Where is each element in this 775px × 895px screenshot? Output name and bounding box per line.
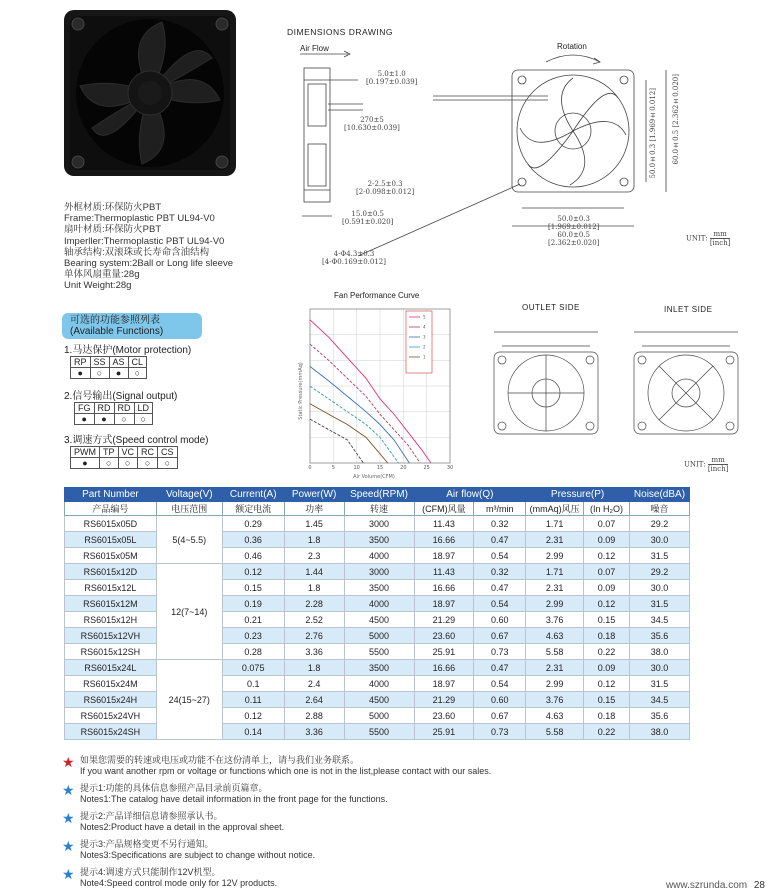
dim-inch: [2.362±0.020] — [548, 239, 600, 247]
table-cell: 0.12 — [222, 708, 284, 724]
x-axis-label: Air Volume(CFM) — [353, 474, 395, 480]
table-cell: 4500 — [344, 612, 414, 628]
table-cell: 2.99 — [526, 548, 584, 564]
y-axis-label: Static Pressure(mmAq) — [298, 362, 304, 420]
part-number-cell: RS6015x12M — [65, 596, 157, 612]
table-cell: 0.29 — [222, 516, 284, 532]
part-number-cell: RS6015x12L — [65, 580, 157, 596]
code-cell: RP — [71, 357, 91, 368]
table-cell: 0.12 — [584, 596, 630, 612]
table-cell: 0.07 — [584, 516, 630, 532]
footer-url: www.szrunda.com — [665, 880, 748, 891]
dim-value: 2-2.5±0.3 — [367, 180, 403, 188]
mark-cell: ○ — [118, 458, 138, 469]
table-cell: 30.0 — [629, 660, 689, 676]
note-cn: 提示2:产品详细信息请参照承认书。 — [80, 811, 223, 821]
table-cell: 0.46 — [222, 548, 284, 564]
mark-cell: ○ — [100, 458, 119, 469]
table-cell: 0.15 — [222, 580, 284, 596]
table-cell: 0.60 — [474, 612, 526, 628]
mark-cell: ● — [71, 458, 100, 469]
spec-line: 扇叶材质:环保防火PBT — [64, 224, 162, 236]
subheader-cell: 额定电流 — [222, 502, 284, 516]
table-cell: 0.12 — [584, 548, 630, 564]
note-text — [80, 755, 491, 776]
star-icon: ★ — [62, 810, 75, 826]
table-cell: 5000 — [344, 628, 414, 644]
outlet-side-drawing — [486, 318, 606, 448]
fan-curve-chart — [296, 301, 460, 481]
table-cell: 0.47 — [474, 580, 526, 596]
spec-list — [64, 202, 233, 292]
unit-text: UNIT: — [684, 460, 706, 469]
dim-hole-spacing — [548, 215, 599, 247]
spec-line: Unit Weight:28g — [64, 280, 132, 292]
code-cell: AS — [109, 357, 128, 368]
legend-label: 1 — [423, 354, 426, 360]
spec-line: 轴承结构:双滚珠或长寿命含油结构 — [64, 246, 210, 258]
spec-table — [64, 487, 690, 740]
unit-inch: [inch] — [709, 239, 731, 247]
table-cell: 4000 — [344, 596, 414, 612]
table-cell: 0.21 — [222, 612, 284, 628]
table-cell: 0.47 — [474, 532, 526, 548]
table-cell: 0.12 — [222, 564, 284, 580]
part-number-cell: RS6015x05D — [65, 516, 157, 532]
table-cell: 3500 — [344, 580, 414, 596]
subheader-cell: 功率 — [284, 502, 344, 516]
header-cell: Air flow(Q) — [414, 488, 526, 502]
code-cell: SS — [90, 357, 109, 368]
part-number-cell: RS6015x24M — [65, 676, 157, 692]
table-cell: 2.31 — [526, 580, 584, 596]
table-row — [65, 564, 690, 580]
note-text — [80, 839, 315, 860]
rotation-label: Rotation — [557, 42, 587, 51]
mark-cell: ● — [109, 368, 128, 379]
mark-cell: ○ — [138, 458, 158, 469]
note-item — [62, 867, 682, 888]
header-cell: Power(W) — [284, 488, 344, 502]
unit-text: UNIT: — [686, 234, 708, 243]
star-icon: ★ — [62, 782, 75, 798]
table-cell: 0.18 — [584, 628, 630, 644]
table-cell: 0.075 — [222, 660, 284, 676]
table-cell: 0.15 — [584, 692, 630, 708]
table-cell: 0.12 — [584, 676, 630, 692]
table-cell: 5500 — [344, 724, 414, 740]
part-number-cell: RS6015x12VH — [65, 628, 157, 644]
table-cell: 0.32 — [474, 516, 526, 532]
unit-mm: mm — [710, 230, 731, 239]
table-cell: 3000 — [344, 564, 414, 580]
table-cell: 3.76 — [526, 692, 584, 708]
table-cell: 16.66 — [414, 532, 474, 548]
table-cell: 1.44 — [284, 564, 344, 580]
table-cell: 5500 — [344, 644, 414, 660]
note-text — [80, 811, 284, 832]
dim-inch: [2.362±0.020] — [672, 74, 680, 128]
table-subheader-row — [65, 502, 690, 516]
table-cell: 0.22 — [584, 644, 630, 660]
star-icon: ★ — [62, 754, 75, 770]
table-cell: 34.5 — [629, 612, 689, 628]
table-cell: 4000 — [344, 548, 414, 564]
note-en: Notes1:The catalog have detail information in the front page for the functions. — [80, 793, 388, 804]
part-number-cell: RS6015x12D — [65, 564, 157, 580]
table-cell: 5.58 — [526, 724, 584, 740]
legend-label: 3 — [423, 334, 426, 340]
table-cell: 11.43 — [414, 516, 474, 532]
dim-value: 4-Φ4.3±0.3 — [333, 250, 375, 258]
voltage-cell: 12(7~14) — [156, 564, 222, 660]
table-cell: 18.97 — [414, 596, 474, 612]
table-cell: 0.54 — [474, 548, 526, 564]
subheader-cell: (mmAq)风压 — [526, 502, 584, 516]
motor-protection-label: 1.马达保护(Motor protection) — [64, 345, 192, 356]
code-cell: RD — [94, 403, 114, 414]
dim-holes — [356, 180, 414, 196]
table-cell: 3000 — [344, 516, 414, 532]
series-line — [310, 344, 420, 463]
x-tick-label: 15 — [376, 465, 384, 471]
header-cell: Pressure(P) — [526, 488, 630, 502]
motor-protection-codes — [70, 356, 147, 379]
part-number-cell: RS6015x05L — [65, 532, 157, 548]
dimension-drawing — [288, 40, 698, 280]
inlet-side-title: INLET SIDE — [664, 305, 713, 314]
signal-output-label: 2.信号输出(Signal output) — [64, 391, 178, 402]
outlet-side-title: OUTLET SIDE — [522, 303, 580, 312]
mark-cell: ○ — [128, 368, 147, 379]
code-cell: PWM — [71, 447, 100, 458]
mark-cell: ● — [75, 414, 95, 425]
part-number-cell: RS6015x12SH — [65, 644, 157, 660]
header-cell: Part Number — [65, 488, 157, 502]
table-cell: 2.52 — [284, 612, 344, 628]
table-cell: 2.76 — [284, 628, 344, 644]
dim-cable — [344, 116, 400, 132]
part-number-cell: RS6015x05M — [65, 548, 157, 564]
table-cell: 5000 — [344, 708, 414, 724]
table-row — [65, 660, 690, 676]
part-number-cell: RS6015x24VH — [65, 708, 157, 724]
code-cell: RC — [138, 447, 158, 458]
table-cell: 23.60 — [414, 708, 474, 724]
table-cell: 2.99 — [526, 676, 584, 692]
subheader-cell: (CFM)风量 — [414, 502, 474, 516]
table-cell: 25.91 — [414, 644, 474, 660]
table-cell: 2.31 — [526, 660, 584, 676]
table-cell: 1.71 — [526, 564, 584, 580]
table-cell: 38.0 — [629, 644, 689, 660]
table-cell: 5.58 — [526, 644, 584, 660]
mark-cell: ○ — [114, 414, 134, 425]
note-cn: 提示3:产品规格变更不另行通知。 — [80, 839, 214, 849]
note-en: Notes2:Product have a detail in the approval sheet. — [80, 821, 285, 832]
spec-line: 外框材质:环保防火PBT — [64, 202, 162, 213]
x-tick-label: 0 — [308, 465, 312, 471]
table-cell: 0.36 — [222, 532, 284, 548]
table-cell: 31.5 — [629, 548, 689, 564]
note-item — [62, 839, 682, 860]
table-header-row — [65, 488, 690, 502]
table-cell: 3.36 — [284, 724, 344, 740]
table-cell: 3500 — [344, 660, 414, 676]
legend-label: 2 — [423, 344, 426, 350]
table-cell: 1.71 — [526, 516, 584, 532]
x-tick-label: 30 — [446, 465, 454, 471]
legend-label: 4 — [423, 324, 426, 330]
dim-value: 5.0±1.0 — [377, 70, 406, 78]
table-cell: 0.11 — [222, 692, 284, 708]
functions-title-cn: 可选的功能参照列表 — [70, 315, 160, 326]
table-cell: 1.8 — [284, 580, 344, 596]
mark-cell: ● — [71, 368, 91, 379]
table-cell: 0.28 — [222, 644, 284, 660]
dim-inch: [1.969±0.012] — [548, 223, 600, 231]
table-cell: 0.54 — [474, 676, 526, 692]
table-cell: 30.0 — [629, 532, 689, 548]
table-cell: 2.64 — [284, 692, 344, 708]
voltage-cell: 24(15~27) — [156, 660, 222, 740]
series-line — [310, 419, 363, 463]
table-cell: 2.99 — [526, 596, 584, 612]
table-cell: 35.6 — [629, 628, 689, 644]
code-cell: TP — [100, 447, 119, 458]
table-cell: 16.66 — [414, 580, 474, 596]
dim-value: 60.0±0.5 — [672, 129, 680, 165]
table-cell: 11.43 — [414, 564, 474, 580]
subheader-cell: 噪音 — [629, 502, 689, 516]
table-cell: 0.23 — [222, 628, 284, 644]
part-number-cell: RS6015x24SH — [65, 724, 157, 740]
note-en: If you want another rpm or voltage or functions which one is not in the list,please contact with our sales. — [80, 765, 492, 776]
table-cell: 23.60 — [414, 628, 474, 644]
table-cell: 29.2 — [629, 564, 689, 580]
dim-value: 50.0±0.3 — [649, 143, 657, 179]
code-cell: VC — [118, 447, 138, 458]
table-cell: 35.6 — [629, 708, 689, 724]
x-tick-label: 25 — [423, 465, 430, 471]
part-number-cell: RS6015x24L — [65, 660, 157, 676]
table-cell: 2.3 — [284, 548, 344, 564]
x-tick-label: 20 — [400, 465, 407, 471]
subheader-cell: m³/min — [474, 502, 526, 516]
table-row — [65, 516, 690, 532]
table-cell: 2.88 — [284, 708, 344, 724]
dim-vertical-spacing — [649, 88, 657, 179]
table-cell: 18.97 — [414, 676, 474, 692]
table-cell: 0.47 — [474, 660, 526, 676]
footer — [666, 880, 765, 891]
table-cell: 0.1 — [222, 676, 284, 692]
table-cell: 4500 — [344, 692, 414, 708]
dim-mount-holes — [322, 250, 386, 266]
table-cell: 0.14 — [222, 724, 284, 740]
spec-line: Bearing system:2Ball or Long life sleeve — [64, 258, 233, 270]
note-item — [62, 811, 682, 832]
table-cell: 0.73 — [474, 644, 526, 660]
subheader-cell: 转速 — [344, 502, 414, 516]
table-cell: 21.29 — [414, 692, 474, 708]
note-item — [62, 783, 682, 804]
notes-section — [62, 755, 682, 888]
drawing-title: DIMENSIONS DRAWING — [287, 27, 393, 37]
dim-wire-length — [366, 70, 417, 86]
dim-inch: [0.591±0.020] — [342, 218, 394, 226]
table-cell: 0.67 — [474, 708, 526, 724]
table-cell: 3.36 — [284, 644, 344, 660]
subheader-cell: (In H₂O) — [584, 502, 630, 516]
table-cell: 0.32 — [474, 564, 526, 580]
star-icon: ★ — [62, 866, 75, 882]
note-en: Note4:Speed control mode only for 12V products. — [80, 877, 278, 888]
dim-inch: [4-Φ0.169±0.012] — [322, 258, 386, 266]
unit-inch: [inch] — [707, 465, 729, 473]
table-cell: 16.66 — [414, 660, 474, 676]
note-cn: 如果您需要的转速或电压或功能不在这份清单上，请与我们业务联系。 — [80, 755, 360, 765]
dim-inch: [10.630±0.039] — [344, 124, 400, 132]
header-cell: Current(A) — [222, 488, 284, 502]
legend-label: 5 — [423, 314, 426, 320]
table-cell: 30.0 — [629, 580, 689, 596]
x-tick-label: 10 — [353, 465, 360, 471]
table-cell: 1.8 — [284, 660, 344, 676]
table-cell: 21.29 — [414, 612, 474, 628]
functions-title-en: (Available Functions) — [70, 326, 164, 337]
table-cell: 2.31 — [526, 532, 584, 548]
unit-mm: mm — [708, 456, 729, 465]
table-cell: 0.67 — [474, 628, 526, 644]
signal-output-codes — [74, 402, 153, 425]
voltage-cell: 5(4~5.5) — [156, 516, 222, 564]
table-cell: 4.63 — [526, 628, 584, 644]
table-cell: 0.18 — [584, 708, 630, 724]
speed-control-codes — [70, 446, 178, 469]
header-cell: Voltage(V) — [156, 488, 222, 502]
note-text — [80, 783, 388, 804]
table-cell: 34.5 — [629, 692, 689, 708]
table-cell: 0.09 — [584, 580, 630, 596]
code-cell: RD — [114, 403, 134, 414]
code-cell: CS — [158, 447, 178, 458]
table-cell: 0.15 — [584, 612, 630, 628]
table-cell: 0.73 — [474, 724, 526, 740]
table-cell: 0.19 — [222, 596, 284, 612]
spec-line: Frame:Thermoplastic PBT UL94-V0 — [64, 213, 215, 225]
table-cell: 3.76 — [526, 612, 584, 628]
subheader-cell: 产品编号 — [65, 502, 157, 516]
table-cell: 1.45 — [284, 516, 344, 532]
note-en: Notes3:Specifications are subject to change without notice. — [80, 849, 316, 860]
table-cell: 4000 — [344, 676, 414, 692]
code-cell: LD — [134, 403, 153, 414]
mark-cell: ○ — [90, 368, 109, 379]
dim-inch: [2-0.098±0.012] — [356, 188, 415, 196]
dim-value: 270±5 — [360, 116, 384, 124]
dim-vertical-size — [672, 74, 680, 165]
table-cell: 1.8 — [284, 532, 344, 548]
speed-control-label: 3.调速方式(Speed control mode) — [64, 435, 209, 446]
table-cell: 29.2 — [629, 516, 689, 532]
air-flow-label: Air Flow — [300, 44, 329, 53]
dim-thickness — [342, 210, 393, 226]
table-cell: 0.09 — [584, 532, 630, 548]
dim-value: 60.0±0.5 — [557, 231, 590, 239]
series-line — [310, 386, 399, 463]
x-tick-label: 5 — [331, 465, 335, 471]
note-item — [62, 755, 682, 776]
spec-line: 单体风扇重量:28g — [64, 269, 140, 281]
dim-inch: [1.969±0.012] — [649, 88, 657, 142]
mark-cell: ○ — [158, 458, 178, 469]
table-cell: 38.0 — [629, 724, 689, 740]
table-cell: 18.97 — [414, 548, 474, 564]
spec-line: Imperller:Thermoplastic PBT UL94-V0 — [64, 235, 225, 247]
header-cell: Noise(dBA) — [629, 488, 689, 502]
table-cell: 3500 — [344, 532, 414, 548]
fan-photo — [62, 8, 240, 180]
table-cell: 0.54 — [474, 596, 526, 612]
table-cell: 25.91 — [414, 724, 474, 740]
footer-page: 28 — [753, 880, 765, 891]
table-cell: 31.5 — [629, 596, 689, 612]
curve-title: Fan Performance Curve — [334, 291, 420, 300]
unit-label-bottom — [684, 456, 728, 473]
note-cn: 提示1:功能的具体信息参照产品目录前页篇章。 — [80, 783, 268, 793]
mark-cell: ● — [94, 414, 114, 425]
dim-value: 15.0±0.5 — [351, 210, 384, 218]
legend-box — [406, 311, 432, 373]
dim-inch: [0.197±0.039] — [366, 78, 418, 86]
table-cell: 0.60 — [474, 692, 526, 708]
part-number-cell: RS6015x12H — [65, 612, 157, 628]
subheader-cell: 电压范围 — [156, 502, 222, 516]
header-cell: Speed(RPM) — [344, 488, 414, 502]
note-cn: 提示4:调速方式只能制作12V机型。 — [80, 867, 221, 877]
table-cell: 0.22 — [584, 724, 630, 740]
table-cell: 0.09 — [584, 660, 630, 676]
functions-title — [62, 313, 202, 339]
table-cell: 2.28 — [284, 596, 344, 612]
note-text — [80, 867, 277, 888]
star-icon: ★ — [62, 838, 75, 854]
table-cell: 31.5 — [629, 676, 689, 692]
inlet-side-drawing — [626, 318, 746, 448]
part-number-cell: RS6015x24H — [65, 692, 157, 708]
code-cell: FG — [75, 403, 95, 414]
unit-label-top — [686, 230, 730, 247]
mark-cell: ○ — [134, 414, 153, 425]
dim-value: 50.0±0.3 — [557, 215, 590, 223]
table-cell: 0.07 — [584, 564, 630, 580]
table-cell: 4.63 — [526, 708, 584, 724]
table-cell: 2.4 — [284, 676, 344, 692]
code-cell: CL — [128, 357, 147, 368]
